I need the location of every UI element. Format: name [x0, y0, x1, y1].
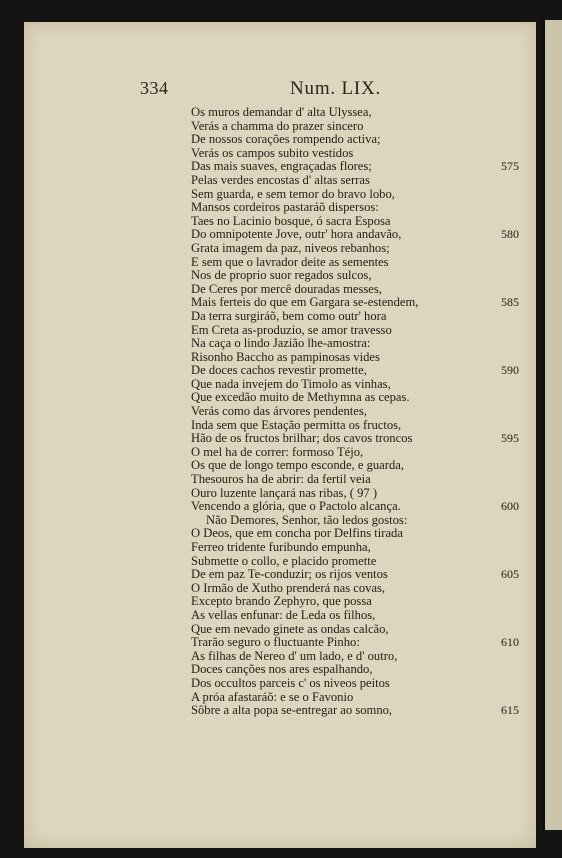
verse-line	[191, 337, 536, 351]
verse-text: Risonho Baccho as pampinosas vides	[191, 349, 380, 364]
verse-text: Sem guarda, e sem temor do bravo lobo,	[191, 186, 395, 201]
verse-line	[191, 324, 536, 338]
verse-line	[191, 459, 536, 473]
verse-line	[191, 691, 536, 705]
verse-line	[191, 133, 536, 147]
verse-line	[191, 527, 536, 541]
verse-line	[191, 106, 536, 120]
line-number: 580	[501, 227, 519, 242]
verse-line	[191, 120, 536, 134]
verse-text: Das mais suaves, engraçadas flores;	[191, 159, 372, 174]
verse-line	[191, 147, 536, 161]
page-header	[140, 78, 480, 102]
verse-text: Grata imagem da paz, niveos rebanhos;	[191, 240, 390, 255]
verse-text: E sem que o lavrador deite as sementes	[191, 254, 389, 269]
verse-line	[191, 663, 536, 677]
running-title: Num. LIX.	[290, 78, 382, 99]
verse-line	[191, 215, 536, 229]
verse-text: Na caça o lindo Jazião lhe-amostra:	[191, 336, 371, 351]
verse-line	[191, 174, 536, 188]
verse-text: Verás como das árvores pendentes,	[191, 404, 367, 419]
verse-line	[191, 595, 536, 609]
verse-text: Em Creta as-produzio, se amor travesso	[191, 322, 392, 337]
verse-line	[191, 609, 536, 623]
verse-text: As vellas enfunar: de Leda os filhos,	[191, 607, 376, 622]
verse-line	[191, 677, 536, 691]
verse-line	[191, 405, 536, 419]
verse-text: Os muros demandar d' alta Ulyssea,	[191, 105, 372, 119]
verse-text: De em paz Te-conduzir; os rijos ventos	[191, 567, 388, 582]
verse-line	[191, 391, 536, 405]
verse-line	[191, 704, 536, 718]
line-number: 605	[501, 567, 519, 582]
verse-line	[191, 473, 536, 487]
verse-line	[191, 446, 536, 460]
verse-text: Dos occultos parceis c' os niveos peitos	[191, 675, 390, 690]
verse-text: Taes no Lacinio bosque, ó sacra Esposa	[191, 213, 391, 228]
verse-text: O mel ha de correr: formoso Téjo,	[191, 444, 364, 459]
line-number: 610	[501, 635, 519, 650]
verse-text: Submette o collo, e placido promette	[191, 553, 377, 568]
verse-line	[191, 242, 536, 256]
verse-line	[191, 269, 536, 283]
line-number: 600	[501, 499, 519, 514]
verse-text: Que nada invejem do Timolo as vinhas,	[191, 376, 391, 391]
verse-text: De Ceres por mercê douradas messes,	[191, 281, 382, 296]
verse-line	[191, 256, 536, 270]
verse-text: Thesouros ha de abrir: da fertil veia	[191, 472, 371, 487]
verse-text: A próa afastaráõ: e se o Favonio	[191, 689, 354, 704]
line-number: 590	[501, 363, 519, 378]
verse-line	[191, 568, 536, 582]
verse-line	[191, 228, 536, 242]
verse-text: Verás a chamma do prazer sincero	[191, 118, 364, 133]
verse-text: Não Demores, Senhor, tão ledos gostos:	[206, 512, 408, 527]
verse-text: De doces cachos revestir promette,	[191, 363, 367, 378]
verse-line	[191, 541, 536, 555]
line-number: 615	[501, 703, 519, 718]
verse-text: O Deos, que em concha por Delfins tirada	[191, 526, 403, 541]
verse-text: Mais ferteis do que em Gargara se-estendem,	[191, 295, 419, 310]
verse-line	[191, 419, 536, 433]
verse-text: Ferreo tridente furibundo empunha,	[191, 540, 371, 554]
line-number: 595	[501, 431, 519, 446]
verse-text: Nos de proprio suor regados sulcos,	[191, 268, 372, 283]
verse-text: Que em nevado ginete as ondas calcão,	[191, 621, 389, 636]
verse-line	[191, 650, 536, 664]
verse-text: De nossos corações rompendo activa;	[191, 132, 381, 147]
verse-text: Doces canções nos ares espalhando,	[191, 662, 373, 677]
verse-line	[191, 160, 536, 174]
verse-text: Ouro luzente lançará nas ribas, ( 97 )	[191, 485, 378, 500]
verse-line	[191, 487, 536, 501]
verse-text: Do omnipotente Jove, outr' hora andavão,	[191, 227, 402, 242]
verse-text: Hão de os fructos brilhar; dos cavos troncos	[191, 431, 413, 446]
verse-text: As filhas de Nereo d' um lado, e d' outro,	[191, 648, 398, 663]
verse-text: Pelas verdes encostas d' altas serras	[191, 172, 370, 187]
verse-line	[191, 555, 536, 569]
poem-text	[191, 106, 536, 718]
verse-text: Que excedão muito de Methymna as cepas.	[191, 390, 410, 405]
verse-line	[191, 310, 536, 324]
line-number: 585	[501, 295, 519, 310]
verse-text: Os que de longo tempo esconde, e guarda,	[191, 458, 404, 473]
verse-line	[191, 364, 536, 378]
verse-line	[191, 582, 536, 596]
verse-line	[191, 296, 536, 310]
facing-page-edge	[543, 20, 562, 830]
verse-text: Da terra surgiráõ, bem como outr' hora	[191, 308, 387, 323]
verse-text: Excepto brando Zephyro, que possa	[191, 594, 372, 609]
verse-line	[191, 188, 536, 202]
verse-line	[191, 636, 536, 650]
line-number: 575	[501, 159, 519, 174]
verse-text: Vencendo a glória, que o Pactolo alcança.	[191, 499, 401, 514]
page-number: 334	[140, 78, 169, 98]
verse-text: Trarão seguro o fluctuante Pinho:	[191, 635, 360, 650]
verse-line	[191, 623, 536, 637]
verse-line	[191, 201, 536, 215]
verse-line	[191, 514, 536, 528]
verse-text: O Irmão de Xutho prenderá nas covas,	[191, 580, 386, 595]
verse-line	[191, 500, 536, 514]
verse-text: Verás os campos subito vestidos	[191, 145, 354, 160]
verse-text: Mansos cordeiros pastaráõ dispersos:	[191, 200, 379, 215]
verse-line	[191, 283, 536, 297]
verse-line	[191, 432, 536, 446]
verse-line	[191, 351, 536, 365]
verse-text: Sôbre a alta popa se-entregar ao somno,	[191, 703, 393, 718]
verse-line	[191, 378, 536, 392]
verse-text: Inda sem que Estação permitta os fructos,	[191, 417, 402, 432]
